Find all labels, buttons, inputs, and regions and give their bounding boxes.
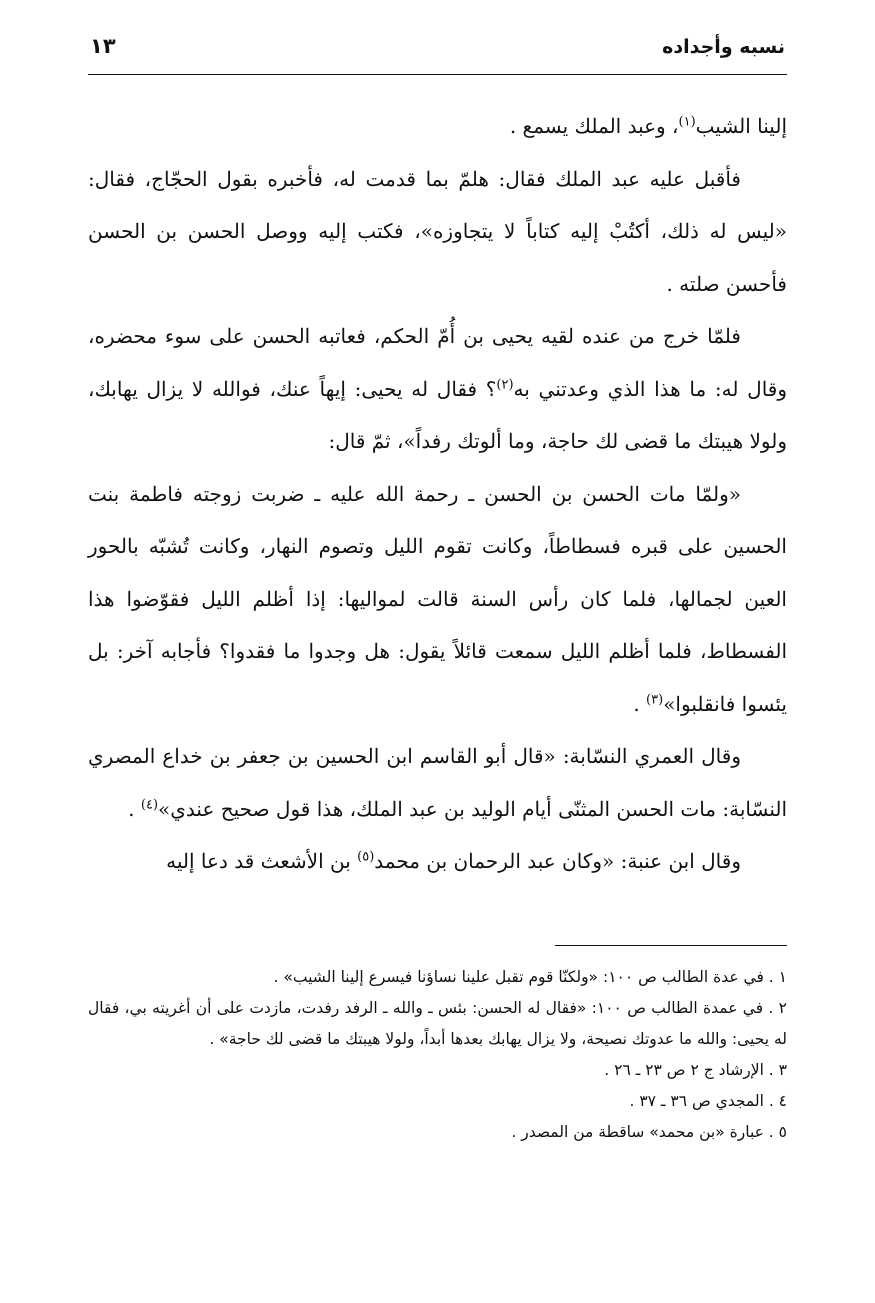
paragraph-6: وقال ابن عنبة: «وكان عبد الرحمان بن محمد$^{(٥)}$ بن الأشعث قد دعا إليه [166, 849, 741, 873]
footnote-3: ٣ . الإرشاد ج ٢ ص ٢٣ ـ ٢٦ . [604, 1061, 787, 1079]
footnote-divider [555, 945, 787, 946]
chapter-title: نسبه وأجداده [662, 36, 785, 58]
paragraph-3: فلمّا خرج من عنده لقيه يحيى بن أُمّ الحكم، فعاتبه الحسن على سوء محضره، وقال له: ما هذا الذي وعدتني به$^{(٢)}$؟ فقال له يحيى: إيهاً عنك، فوالله لا يزال يهابك، ولولا هيبتك ما قضى لك حاجة، وما ألوتك رفداً»، ثمّ قال: [88, 324, 788, 453]
footnote-ref-3[interactable]: (٣) [646, 691, 664, 707]
footnote-2: ٢ . في عمدة الطالب ص ١٠٠: «فقال له الحسن: بئس ـ والله ـ الرفد رفدت، مازدت على أن أغريته بي، فقال له يحيى: والله ما عدوتك نصيحة، ولا يزال يهابك بعدها أبداً، ولولا هيبتك ما قضى لك حاجة» . [88, 999, 787, 1048]
paragraph-2: فأقبل عليه عبد الملك فقال: هلمّ بما قدمت له، فأخبره بقول الحجّاج، فقال: «ليس له ذلك، أكتُبْ إليه كتاباً لا يتجاوزه»، فكتب إليه ووصل الحسن بن الحسن فأحسن صلته . [88, 166, 787, 296]
paragraph-4: «ولمّا مات الحسن بن الحسن ـ رحمة الله عليه ـ ضربت زوجته فاطمة بنت الحسين على قبره فسطاطاً، وكانت تقوم الليل وتصوم النهار، وكانت تُشبّه بالحور العين لجمالها، فلما كان رأس السنة قالت لمواليها: إذا أظلم الليل فقوّضوا هذا الفسطاط، فلما أظلم الليل سمعت قائلاً يقول: هل وجدوا ما فقدوا؟ فأجابه آخر: بل يئسوا فانقلبوا»$^{(٣)}$ . [88, 481, 787, 716]
paragraph-5: وقال العمري النسّابة: «قال أبو القاسم ابن الحسين بن جعفر بن خداع المصري النسّابة: مات الحسن المثنّى أيام الوليد بن عبد الملك، هذا قول صحيح عندي»$^{(٤)}$ . [88, 744, 787, 821]
footnote-4: ٤ . المجدي ص ٣٦ ـ ٣٧ . [629, 1092, 787, 1110]
footnote-ref-4[interactable]: (٤) [140, 796, 159, 812]
footnote-5: ٥ . عبارة «بن محمد» ساقطة من المصدر . [511, 1123, 787, 1141]
running-header [90, 34, 785, 70]
main-text [88, 100, 787, 888]
footnote-ref-2[interactable]: (٢) [496, 376, 514, 392]
page-number: ١٣ [90, 34, 116, 58]
footnote-ref-1[interactable]: (١) [678, 114, 696, 130]
header-divider [88, 74, 787, 75]
footnotes [88, 962, 787, 1148]
footnote-ref-5[interactable]: (٥) [357, 849, 375, 865]
paragraph-1: إلينا الشيب$^{(١)}$، وعبد الملك يسمع . [509, 114, 787, 138]
footnote-1: ١ . في عدة الطالب ص ١٠٠: «ولكنّا قوم تقبل علينا نساؤنا فيسرع إلينا الشيب» . [273, 968, 787, 986]
